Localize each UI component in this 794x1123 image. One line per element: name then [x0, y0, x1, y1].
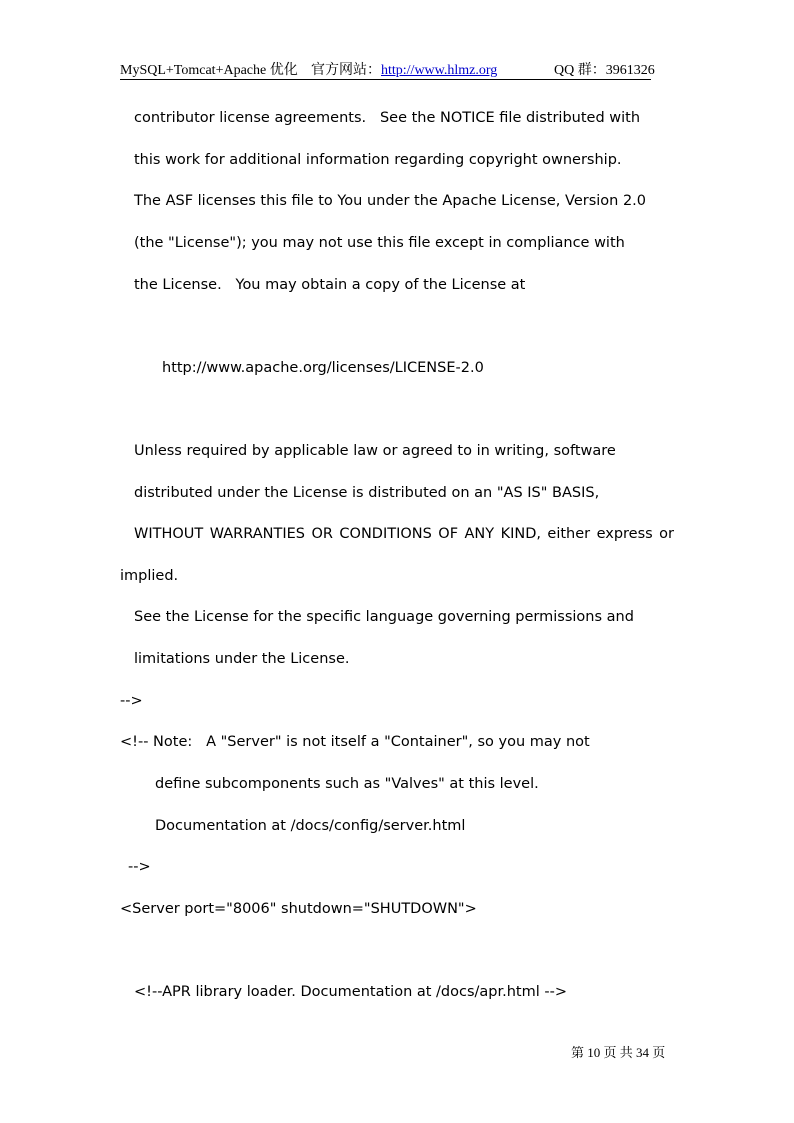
text-line: <!--APR library loader. Documentation at /docs/apr.html -->	[134, 984, 567, 1000]
text-line: (the "License"); you may not use this file except in compliance with	[134, 235, 625, 251]
text-line: Unless required by applicable law or agreed to in writing, software	[134, 443, 616, 459]
text-line: The ASF licenses this file to You under the Apache License, Version 2.0	[134, 193, 647, 209]
text-line: implied.	[120, 568, 179, 584]
text-line: limitations under the License.	[134, 651, 350, 667]
text-line-url: http://www.apache.org/licenses/LICENSE-2.0	[162, 360, 484, 376]
text-line-justified: WITHOUT WARRANTIES OR CONDITIONS OF ANY KIND, either express or	[134, 526, 674, 542]
text-line: Documentation at /docs/config/server.html	[155, 818, 466, 834]
text-line: <!-- Note: A "Server" is not itself a "Container", so you may not	[120, 734, 590, 750]
text-line: -->	[128, 859, 151, 875]
header-site-link[interactable]: http://www.hlmz.org	[381, 63, 498, 78]
page-footer: 第 10 页 共 34 页	[571, 1045, 666, 1060]
text-line: -->	[120, 693, 143, 709]
text-line: See the License for the specific language governing permissions and	[134, 609, 634, 625]
text-line: the License. You may obtain a copy of the License at	[134, 277, 526, 293]
text-line: <Server port="8006" shutdown="SHUTDOWN">	[120, 901, 477, 917]
text-line: distributed under the License is distributed on an "AS IS" BASIS,	[134, 485, 600, 501]
page-header	[120, 58, 655, 80]
header-site-label: 官方网站：	[311, 63, 381, 78]
header-site	[311, 59, 497, 79]
text-line: contributor license agreements. See the NOTICE file distributed with	[134, 110, 641, 126]
text-line: this work for additional information regarding copyright ownership.	[134, 152, 622, 168]
text-line: define subcomponents such as "Valves" at this level.	[155, 776, 539, 792]
header-title: MySQL+Tomcat+Apache 优化	[120, 63, 298, 78]
header-qq: QQ 群：3961326	[554, 63, 655, 78]
